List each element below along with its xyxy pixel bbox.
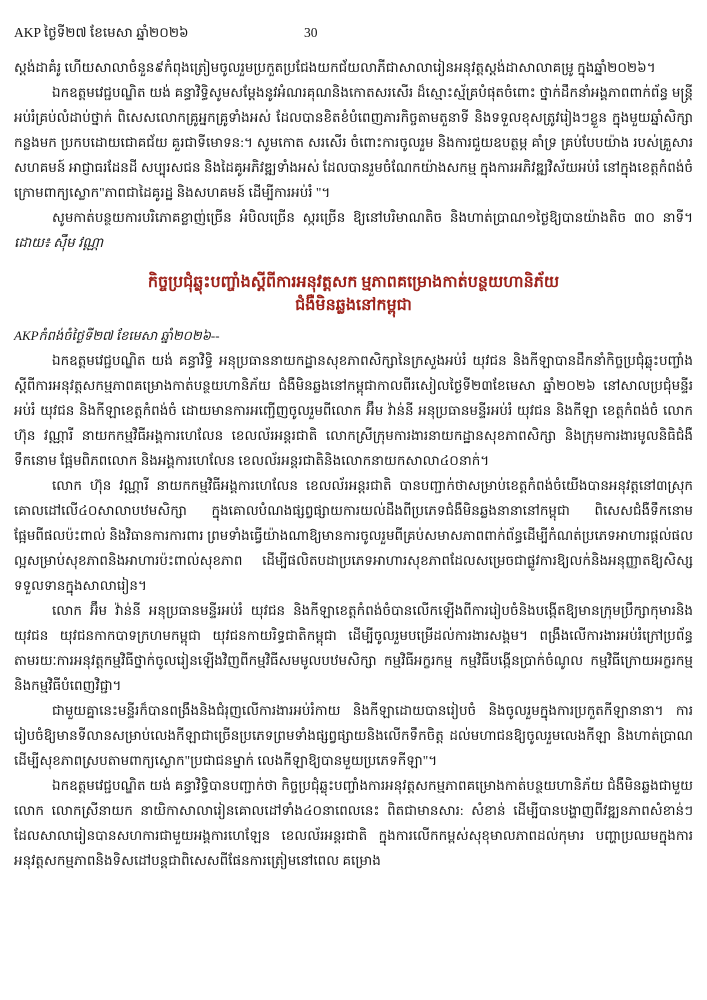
paragraph: ឯកឧត្តមវេជ្ជបណ្ឌិត យង់ គន្ធាវិទ្ធិ អនុប្រធាននាយកដ្ឋានសុខភាពសិក្សានៃក្រសួងអប់រំ យុវជន និងកីឡាបានដឹកនាំកិច្ចប្រជុំឆ្លុះបញ្ចាំងស្តីពីការអនុវត្តសកម្មភាពគម្រោងកាត់បន្ថយហានិភ័យ ជំងឺមិនឆ្លងនៅកម្ពុជាកាលពីរសៀលថ្ងៃទី២៣ខែមេសា ឆ្នាំ២០២៦ នៅសាលប្រជុំមន្ទីរអប់រំ យុវជន និងកីឡាខេត្តកំពង់ចំ ដោយមានការអញ្ជើញចូលរួមពីលោក អ៊ឹម វ៉ាន់នី អនុប្រធានមន្ទីរអប់រំ យុវជន និងកីឡា ខេត្តកំពង់ចំ លោក ហ៊ុន វណ្ណារី នាយកកម្មវិធីអង្គការហេលែន ខេលល័រអន្តរជាតិ លោកស្រីក្រុមការងារនាយកដ្ឋានសុខភាពសិក្សា និងក្រុមការងារមូលនិធិជំងឺទឹកនោម ផ្អែមពិភពលោក និងអង្គការហេលែន ខេលល័រអន្តរជាតិនិងលោកនាយកសាលា៤០នាក់។: [14, 353, 693, 468]
page-header: [14, 20, 693, 45]
paragraph: ឯកឧត្តមវេជ្ជបណ្ឌិត យង់ គន្ធាវិទ្ធិបានបញ្ជាក់ថា កិច្ចប្រជុំឆ្លុះបញ្ចាំងការអនុវត្តសកម្មភាពគម្រោងកាត់បន្ថយហានិភ័យ ជំងឺមិនឆ្លងជាមួយលោក លោកស្រីនាយក នាយិកាសាលារៀនគោលដៅទាំង៤០នាពេលនេះ ពិតជាមានសារ: សំខាន់ ដើម្បីបានបង្ហាញពីវឌ្ឍនភាពសំខាន់ៗ ដែលសាលារៀនបានសហការជាមួយអង្គការហេឡែន ខេលល័រអន្តរជាតិ ក្នុងការលើកកម្ពស់សុខុមាលភាពដល់កុមារ បញ្ហាប្រឈមក្នុងការអនុវត្តសកម្មភាពនិងទិសដៅបន្តជាពិសេសពីផែនការត្រៀមនៅពេល គម្រោង: [14, 778, 693, 868]
byline: ដោយ៖ ស៊ឹម វណ្ណា: [14, 235, 104, 250]
dateline: AKPកំពង់ចំថ្ងៃទី២៧ ខែមេសា ឆ្នាំ២០២៦--: [14, 328, 220, 343]
page-number: 30: [304, 25, 318, 40]
paragraph-continuation: ស្តង់ដាគំរូ ហើយសាលាចំនួន៩កំពុងត្រៀមចូលរួមប្រកួតប្រជែងយកជ័យលាភីជាសាលារៀនអនុវត្តស្តង់ដាសាលាគម្រូ ក្នុងឆ្នាំ២០២៦។: [14, 60, 656, 75]
paragraph: ជាមួយគ្នានេះមន្ទីរក៏បានពង្រឹងនិងជំរុញលើការងារអប់រំកាយ និងកីឡាដោយបានរៀបចំ និងចូលរួមក្នុងការប្រកួតកីឡានានា។ ការរៀបចំឱ្យមានទីលានសម្រាប់លេងកីឡាជាច្រើនប្រភេទព្រមទាំងផ្សព្វផ្សាយនិងលើកទឹកចិត្ត ដល់មហាជនឱ្យចូលរួមលេងកីឡា និងហាត់ប្រាណដើម្បីសុខភាពស្របតាមពាក្យស្លោក"ប្រជាជនម្នាក់ លេងកីឡាឱ្យបានមួយប្រភេទកីឡា"។: [14, 703, 693, 768]
paragraph: ឯកឧត្តមវេជ្ជបណ្ឌិត យង់ គន្ធាវិទ្ធិសូមសម្តែងនូវអំណរគុណនិងកោតសរសើរ ដ៏ស្មោះស្ម័គ្របំផុតចំពោះ ថ្នាក់ដឹកនាំអង្គភាពពាក់ព័ន្ធ មន្ត្រីអប់រំគ្រប់លំដាប់ថ្នាក់ ពិសេសលោកគ្រូអ្នកគ្រូទាំងអស់ ដែលបានខិតខំបំពេញភារកិច្ចតាមតួនាទី និងទទួលខុសត្រូវរៀងៗខ្លួន ក្នុងមួយឆ្នាំសិក្សាកន្លងមក ប្រកបដោយជោគជ័យ គួរជាទីមោទន:។ សូមកោត សរសើរ ចំពោះការចូលរួម និងការជួយឧបត្ថម្ភ គាំទ្រ គ្រប់បែបយ៉ាង របស់គ្រួសារ សហគមន៍ អាជ្ញាធរដែនដី សប្បុរសជន និងដៃគូអភិវឌ្ឍទាំងអស់ ដែលបានរួមចំណែកយ៉ាងសកម្ម ក្នុងការអភិវឌ្ឍវិស័យអប់រំ នៅក្នុងខេត្តកំពង់ចំ ក្រោមពាក្យស្លោក"ភាពជាដៃគូរដ្ឋ និងសហគមន៍ ដើម្បីការអប់រំ "។: [14, 85, 693, 200]
paragraph-text: សូមកាត់បន្ថយការបរិភោគខ្លាញ់ច្រើន អំបិលច្រើន ស្ករច្រើន ឱ្យនៅបរិមាណតិច និងហាត់ប្រាណ១ថ្ងៃឱ្យបានយ៉ាងតិច ៣០ នាទី។: [52, 210, 693, 225]
paragraph: លោក អ៊ឹម វ៉ាន់នី អនុប្រធានមន្ទីរអប់រំ យុវជន និងកីឡាខេត្តកំពង់ចំបានលើកឡើងពីការរៀបចំនិងបង្កើតឱ្យមានក្រុមប្រឹក្សាកុមារនិងយុវជន យុវជនកាកបាទក្រហមកម្ពុជា យុវជនកាយរិទ្ធជាតិកម្ពុជា ដើម្បីចូលរួមបម្រើដល់ការងារសង្គម។ ពង្រឹងលើការងារអប់រំក្រៅប្រព័ន្ធតាមរយៈការអនុវត្តកម្មវិធីថ្នាក់ចូលរៀនឡើងវិញពីកម្មវិធីសមមូលបឋមសិក្សា កម្មវិធីអក្ខរកម្ម កម្មវិធីបង្កើនប្រាក់ចំណូល កម្មវិធីក្រោយអក្ខរកម្មនិងកម្មវិធីបំពេញវិជ្ជា។: [14, 603, 693, 693]
article-headline: [14, 271, 693, 317]
header-date: AKP ថ្ងៃទី២៧ ខែមេសា ឆ្នាំ២០២៦: [14, 25, 189, 40]
headline-line-2: ជំងឺមិនឆ្លងនៅកម្ពុជា: [295, 297, 412, 314]
paragraph: លោក ហ៊ុន វណ្ណារី នាយកកម្មវិធីអង្គការហេលែន ខេលល័រអន្តរជាតិ បានបញ្ជាក់ថាសម្រាប់ខេត្តកំពង់ចំយើងបានអនុវត្តនៅ៣ស្រុកគោលដៅលើ៤០សាលាបឋមសិក្សា ក្នុងគោលបំណងផ្សព្វផ្សាយការយល់ដឹងពីប្រភេទជំងឺមិនឆ្លងនានានៅកម្ពុជា ពិសេសជំងឺទឹកនោមផ្អែមពីផលប៉ះពាល់ និងវិធានការការពារ ព្រមទាំងធ្វើយ៉ាងណាឱ្យមានការចូលរួមពីគ្រប់សមាសភាពពាក់ព័ន្ធដើម្បីកំណត់ប្រភេទអាហារផ្តល់ផលល្អសម្រាប់សុខភាពនិងអាហារប៉ះពាល់សុខភាព ដើម្បីផលិតបដាប្រភេទអាហារសុខភាពដែលសម្រេចជាផ្លូវការឱ្យលក់និងអនុញ្ញាតឱ្យសិស្សទទួលទានក្នុងសាលារៀន។: [14, 478, 693, 593]
headline-line-1: កិច្ចប្រជុំឆ្លុះបញ្ចាំងស្តីពីការអនុវត្តសក ម្មភាពគម្រោងកាត់បន្ថយហានិភ័យ: [147, 274, 560, 291]
paragraph-with-byline: [14, 205, 693, 255]
